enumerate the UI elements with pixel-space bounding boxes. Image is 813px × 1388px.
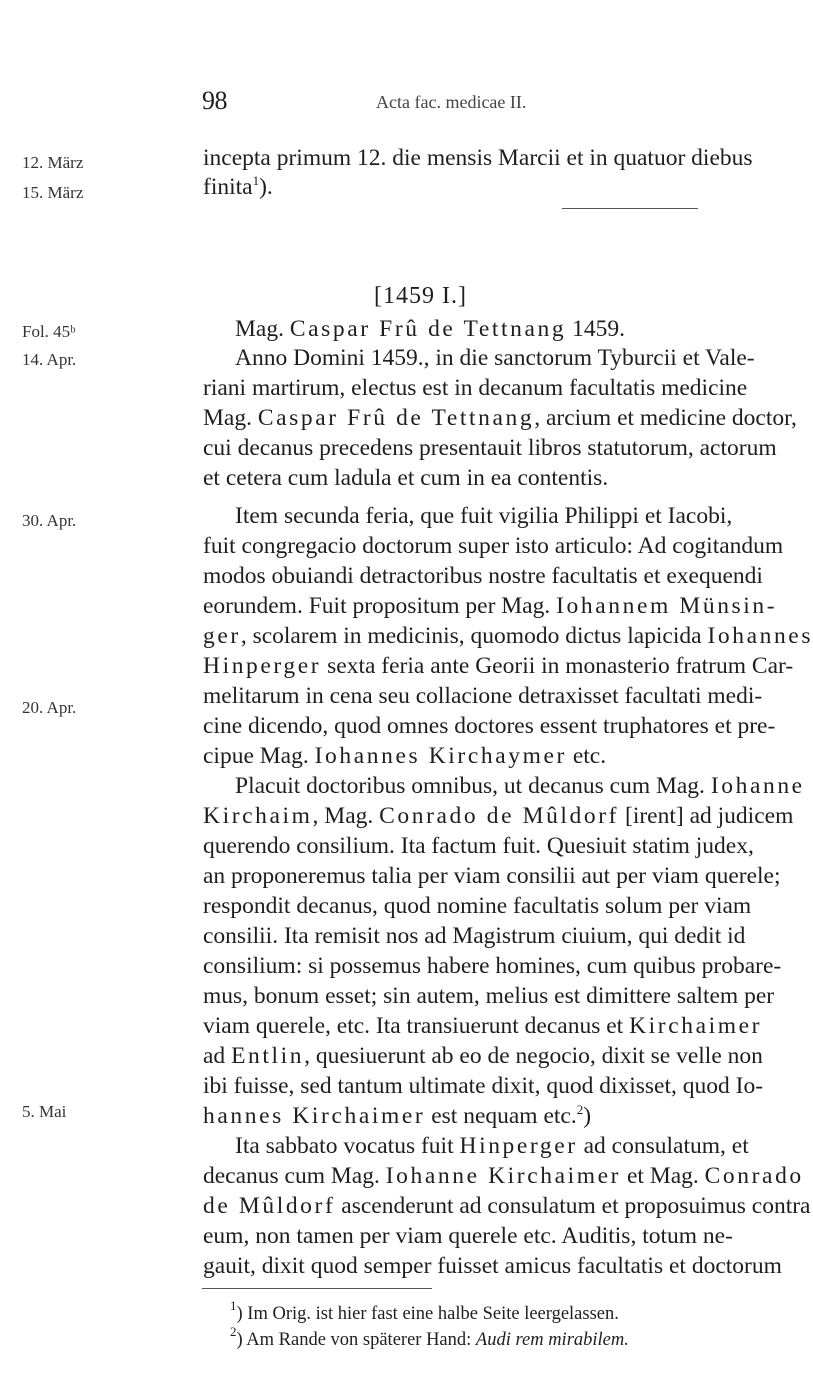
text-line: ad Entlin, quesiuerunt ab eo de negocio, dixit se velle non xyxy=(203,1043,763,1069)
text-line: Anno Domini 1459., in die sanctorum Tyburcii et Vale- xyxy=(235,345,755,371)
text-line: finita$^1$). xyxy=(203,173,273,200)
text-line: ger, scolarem in medicinis, quomodo dictus lapicida Iohannes xyxy=(203,623,813,649)
text-line: modos obuiandi detractoribus nostre facultatis et exequendi xyxy=(203,563,763,589)
text-line: fuit congregacio doctorum super isto articulo: Ad cogitandum xyxy=(203,533,784,559)
margin-note: Fol. 45ᵇ xyxy=(22,322,76,341)
text-line: Hinperger sexta feria ante Georii in monasterio fratrum Car- xyxy=(203,653,794,679)
footnote: $^2$) Am Rande von späterer Hand: Audi rem mirabilem. xyxy=(230,1324,629,1350)
text-line: decanus cum Mag. Iohanne Kirchaimer et Mag. Conrado xyxy=(203,1163,804,1189)
text-line: Placuit doctoribus omnibus, ut decanus cum Mag. Iohanne xyxy=(235,773,805,799)
text-line: Item secunda feria, que fuit vigilia Philippi et Iacobi, xyxy=(235,503,733,529)
text-line: Mag. Caspar Frû de Tettnang 1459. xyxy=(235,316,625,342)
footnote-divider xyxy=(202,1288,432,1289)
text-line: Kirchaim, Mag. Conrado de Mûldorf [irent] ad judicem xyxy=(203,803,794,829)
text-line: Ita sabbato vocatus fuit Hinperger ad consulatum, et xyxy=(235,1133,749,1159)
running-title: Acta fac. medicae II. xyxy=(376,92,527,112)
margin-note: 30. Apr. xyxy=(22,511,77,530)
margin-note: 12. März xyxy=(22,153,84,172)
margin-note: 15. März xyxy=(22,183,84,202)
text-line: mus, bonum esset; sin autem, melius est dimittere saltem per xyxy=(203,983,775,1009)
text-line: consilii. Ita remisit nos ad Magistrum ciuium, qui dedit id xyxy=(203,923,746,949)
footnote-ref: 2 xyxy=(576,1102,584,1117)
divider-rule xyxy=(562,208,698,209)
text-line: riani martirum, electus est in decanum facultatis medicine xyxy=(203,375,748,401)
margin-note: 5. Mai xyxy=(22,1102,67,1121)
text-line: an proponeremus talia per viam consilii aut per viam querele; xyxy=(203,863,781,889)
text-line: querendo consilium. Ita factum fuit. Quesiuit statim judex, xyxy=(203,833,754,859)
page-header xyxy=(0,86,800,126)
text-line: et cetera cum ladula et cum in ea contentis. xyxy=(203,465,609,491)
text-line: de Mûldorf ascenderunt ad consulatum et proposuimus contra xyxy=(203,1193,811,1219)
text-line: eorundem. Fuit propositum per Mag. Iohannem Münsin- xyxy=(203,593,778,619)
text-line: ibi fuisse, sed tantum ultimate dixit, quod dixisset, quod Io- xyxy=(203,1073,764,1099)
text-line: gauit, dixit quod semper fuisset amicus facultatis et doctorum xyxy=(203,1253,782,1279)
text-line: melitarum in cena seu collacione detraxisset facultati medi- xyxy=(203,683,763,709)
text-line: consilium: si possemus habere homines, cum quibus probare- xyxy=(203,953,782,979)
text-line: cipue Mag. Iohannes Kirchaymer etc. xyxy=(203,743,607,769)
text-line: eum, non tamen per viam querele etc. Auditis, totum ne- xyxy=(203,1223,733,1249)
margin-note: 14. Apr. xyxy=(22,350,77,369)
text-line: cui decanus precedens presentauit libros statutorum, actorum xyxy=(203,435,777,461)
text-line: viam querele, etc. Ita transiuerunt decanus et Kirchaimer xyxy=(203,1013,763,1039)
footnote-ref: 1 xyxy=(252,173,260,188)
page-number: 98 xyxy=(202,86,227,115)
text-line: Mag. Caspar Frû de Tettnang, arcium et medicine doctor, xyxy=(203,405,797,431)
text-line: cine dicendo, quod omnes doctores essent truphatores et pre- xyxy=(203,713,776,739)
text-line: hannes Kirchaimer est nequam etc.$^2$) xyxy=(203,1102,592,1129)
text-line: incepta primum 12. die mensis Marcii et in quatuor diebus xyxy=(203,145,753,171)
section-title: [1459 I.] xyxy=(374,283,467,309)
footnote: $^1$) Im Orig. ist hier fast eine halbe Seite leergelassen. xyxy=(230,1298,619,1324)
margin-note: 20. Apr. xyxy=(22,698,77,717)
text-line: respondit decanus, quod nomine facultatis solum per viam xyxy=(203,893,752,919)
